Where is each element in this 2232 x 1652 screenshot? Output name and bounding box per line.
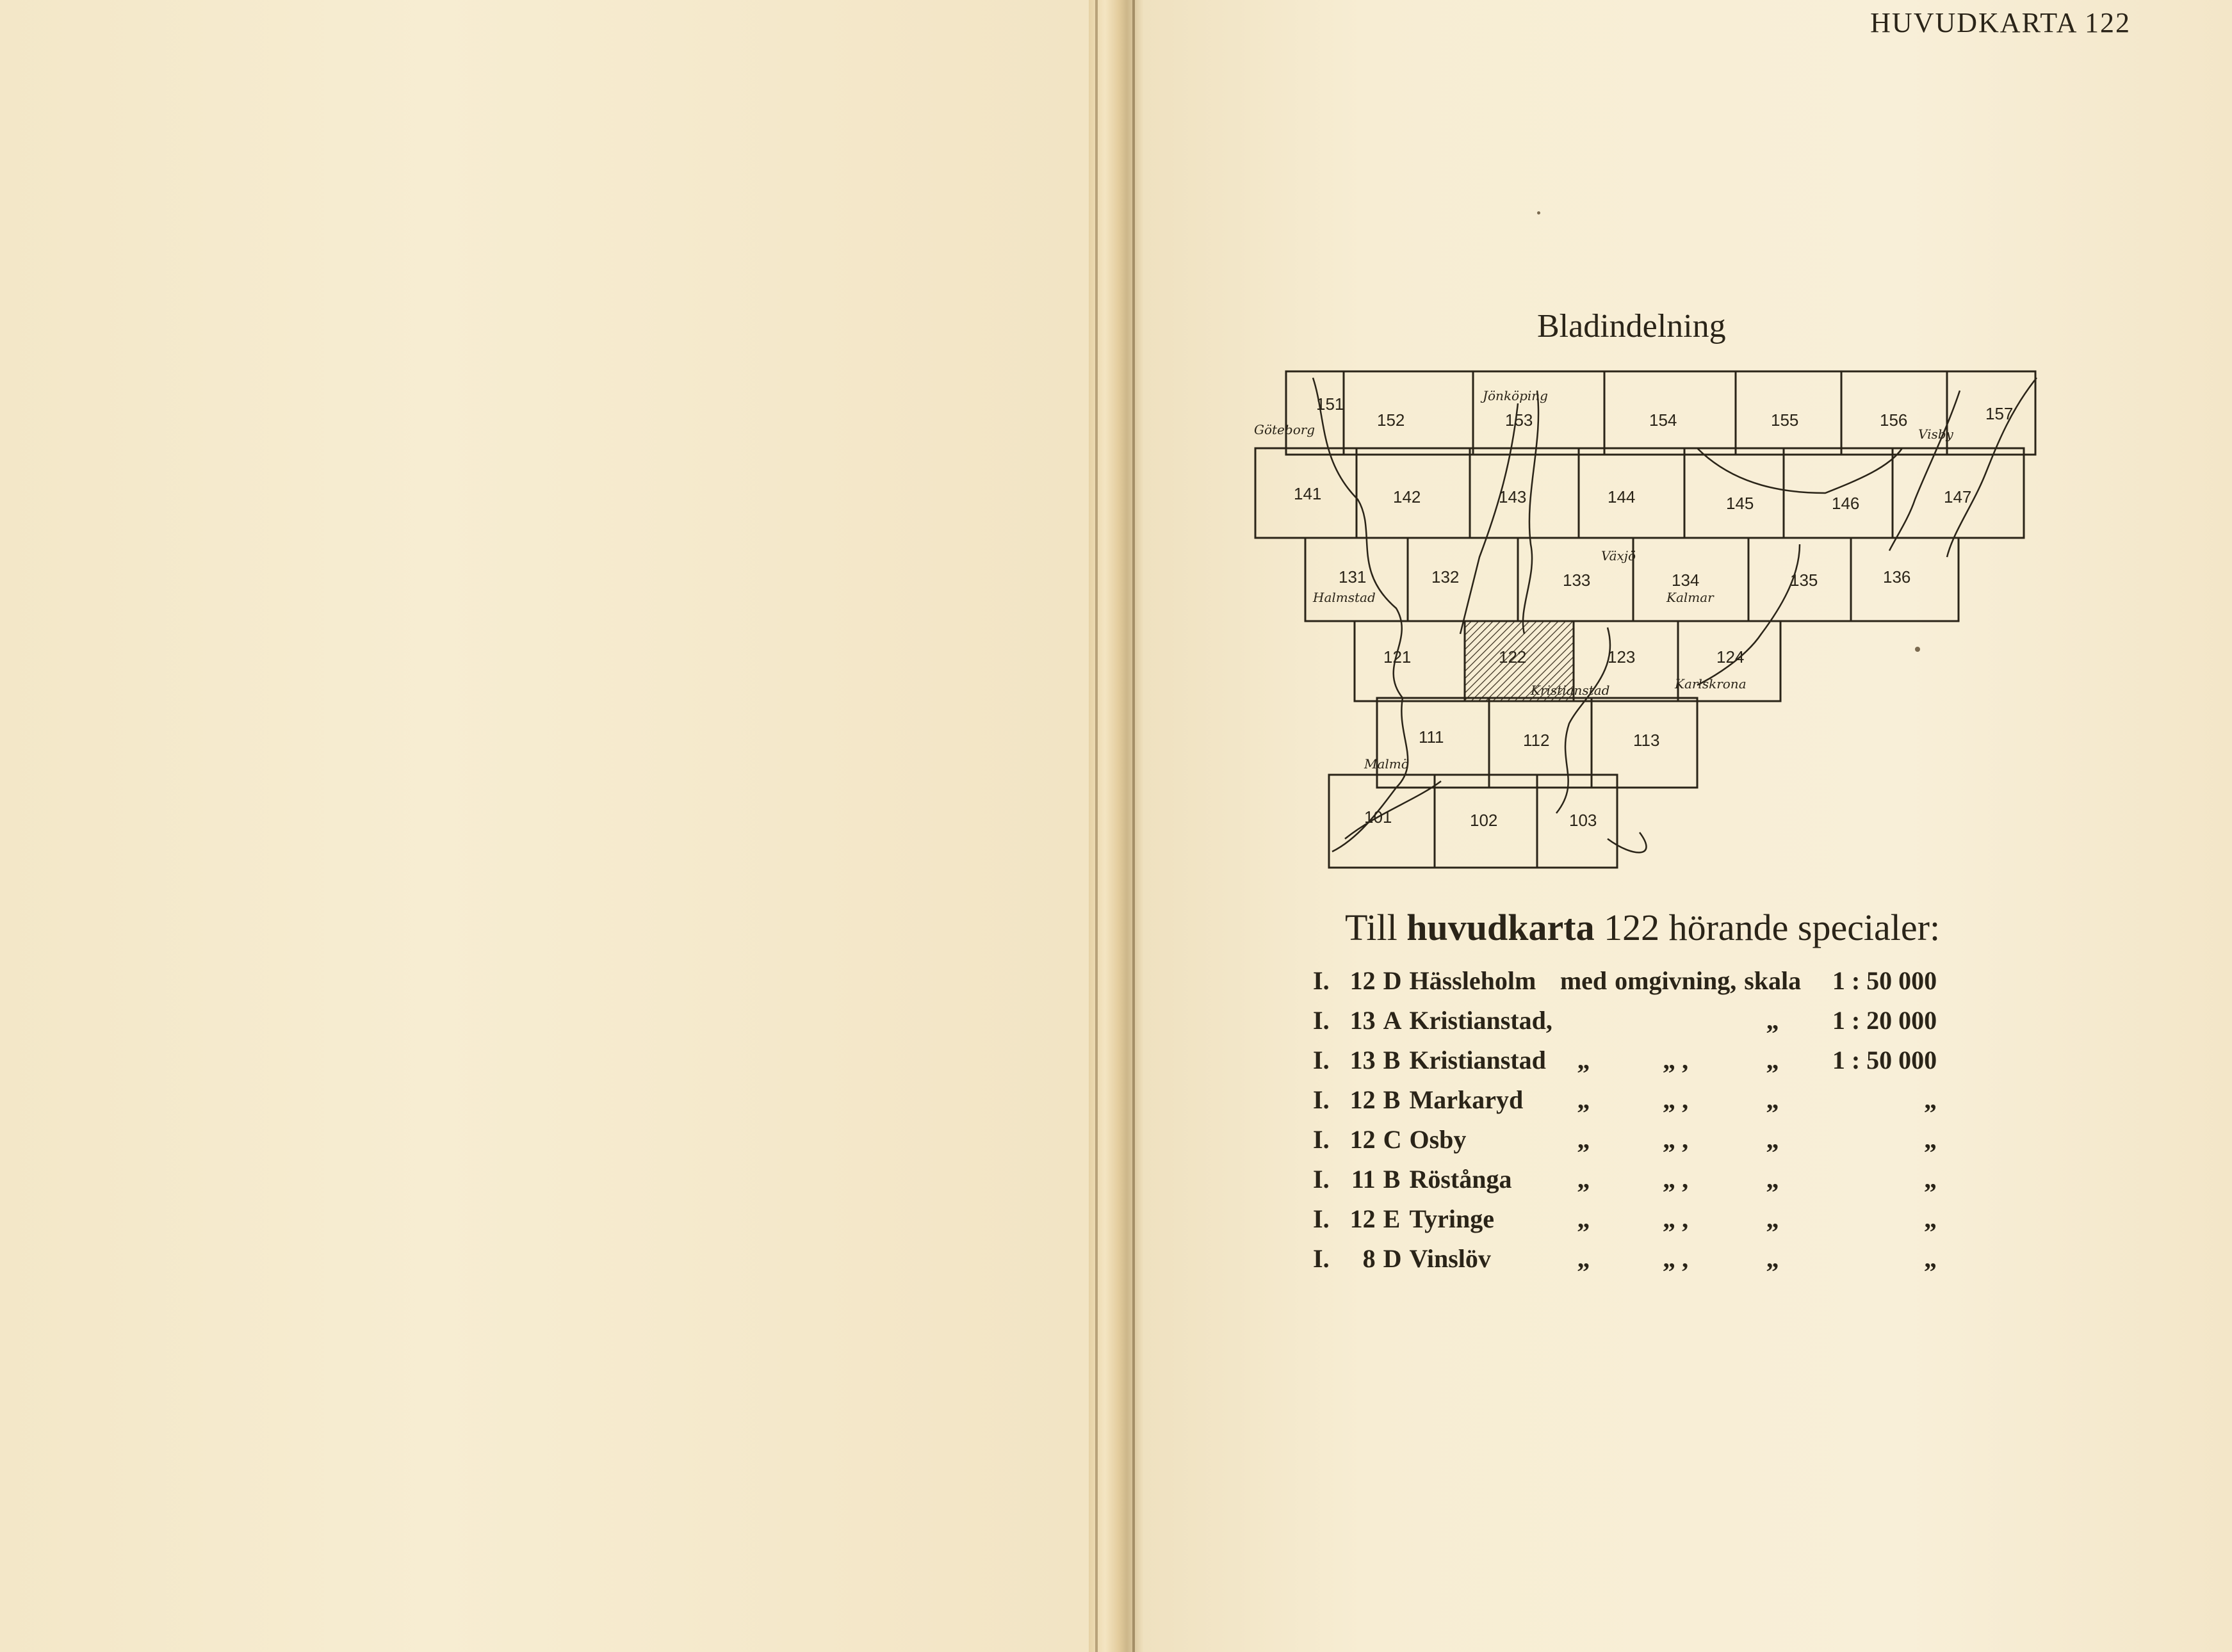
specials-cell-c3: „: [1766, 1005, 1779, 1035]
specials-cell-c2: „ ,: [1663, 1085, 1689, 1114]
place-label-vaxjo: Växjö: [1601, 548, 1636, 563]
specials-row: [1313, 1080, 1944, 1119]
specials-cell-scale: „: [1924, 1164, 1937, 1194]
place-label-jonkoping: Jönköping: [1483, 388, 1548, 403]
sheet-label-152: 152: [1377, 410, 1405, 430]
specials-cell-c2: „ ,: [1663, 1124, 1689, 1154]
specials-cell-c1: [1560, 1000, 1615, 1040]
sheet-label-153: 153: [1505, 410, 1533, 430]
specials-cell-c1: „: [1577, 1164, 1590, 1194]
sheet-label-112: 112: [1523, 731, 1550, 750]
specials-cell-letter: E: [1383, 1204, 1401, 1233]
specials-cell-c2: „ ,: [1663, 1164, 1689, 1194]
sheet-label-155: 155: [1771, 410, 1799, 430]
specials-cell-series: I.: [1313, 1045, 1330, 1074]
specials-cell-c1: „: [1577, 1124, 1590, 1154]
specials-cell-name: Kristianstad,: [1409, 1005, 1552, 1035]
specials-cell-c1: med: [1560, 966, 1608, 995]
place-label-kristianstad: Kristianstad: [1531, 683, 1610, 698]
specials-cell-num: 12: [1349, 1124, 1376, 1154]
place-label-malmo: Malmö: [1364, 756, 1409, 772]
sheet-label-113: 113: [1633, 731, 1660, 750]
place-label-kalmar: Kalmar: [1666, 590, 1714, 605]
specials-table: [1313, 960, 1944, 1278]
sheet-label-147: 147: [1944, 487, 1972, 506]
specials-cell-scale: „: [1924, 1204, 1937, 1233]
sheet-label-123: 123: [1608, 647, 1636, 667]
specials-row: [1313, 1119, 1944, 1159]
sheet-label-101: 101: [1364, 807, 1392, 827]
spine-crease-left: [1095, 0, 1098, 1652]
specials-row: [1313, 960, 1944, 1000]
running-header: HUVUDKARTA 122: [1870, 7, 2131, 38]
specials-cell-num: 11: [1351, 1164, 1376, 1194]
specials-cell-c3: „: [1766, 1085, 1779, 1114]
specials-cell-c2: omgivning,: [1615, 966, 1737, 995]
sheet-label-111: 111: [1419, 727, 1444, 747]
specials-cell-letter: B: [1383, 1045, 1401, 1074]
sheet-label-132: 132: [1431, 567, 1460, 587]
specials-cell-scale: „: [1924, 1124, 1937, 1154]
specials-cell-scale: 1 : 50 000: [1832, 1045, 1937, 1074]
specials-cell-c3: „: [1766, 1124, 1779, 1154]
specials-cell-letter: B: [1383, 1164, 1401, 1194]
sheet-label-124: 124: [1716, 647, 1745, 667]
sheet-label-134: 134: [1672, 571, 1700, 590]
sheet-label-145: 145: [1726, 494, 1754, 513]
specials-cell-num: 12: [1349, 1204, 1376, 1233]
map-title: Bladindelning: [1537, 308, 1726, 344]
specials-cell-c3: skala: [1744, 966, 1802, 995]
specials-cell-c1: „: [1577, 1204, 1590, 1233]
specials-cell-name: Markaryd: [1409, 1085, 1524, 1114]
specials-cell-c3: „: [1766, 1243, 1779, 1273]
sheet-label-154: 154: [1649, 410, 1677, 430]
sheet-label-142: 142: [1393, 487, 1421, 506]
specials-cell-name: Tyringe: [1409, 1204, 1495, 1233]
specials-cell-c2: „ ,: [1663, 1243, 1689, 1273]
specials-cell-scale: 1 : 50 000: [1832, 966, 1937, 995]
specials-cell-name: Osby: [1409, 1124, 1467, 1154]
place-label-halmstad: Halmstad: [1313, 590, 1376, 605]
specials-cell-c3: „: [1766, 1045, 1779, 1074]
specials-cell-series: I.: [1313, 1243, 1330, 1273]
sheet-label-156: 156: [1880, 410, 1908, 430]
sheet-label-122: 122: [1499, 647, 1527, 667]
specials-cell-scale: „: [1924, 1243, 1937, 1273]
book-spine: [1089, 0, 1143, 1652]
sheet-label-103: 103: [1569, 811, 1597, 830]
specials-cell-scale: „: [1924, 1085, 1937, 1114]
paper-speck: [1537, 211, 1540, 215]
specials-cell-letter: A: [1383, 1005, 1402, 1035]
row-140-frame: [1255, 448, 2024, 538]
specials-cell-series: I.: [1313, 1005, 1330, 1035]
specials-cell-c1: „: [1577, 1085, 1590, 1114]
sheet-label-146: 146: [1832, 494, 1860, 513]
specials-row: [1313, 1159, 1944, 1199]
specials-row: [1313, 1199, 1944, 1238]
sheet-label-121: 121: [1383, 647, 1412, 667]
sheet-label-144: 144: [1608, 487, 1636, 506]
specials-cell-series: I.: [1313, 1164, 1330, 1194]
specials-cell-num: 13: [1349, 1045, 1376, 1074]
paper-speck: [1915, 647, 1920, 652]
specials-cell-series: I.: [1313, 1085, 1330, 1114]
specials-cell-name: Kristianstad: [1409, 1045, 1546, 1074]
sheet-label-133: 133: [1563, 571, 1591, 590]
specials-cell-letter: D: [1383, 1243, 1402, 1273]
specials-cell-letter: D: [1383, 966, 1402, 995]
specials-heading-pre: Till: [1345, 907, 1397, 948]
specials-cell-letter: C: [1383, 1124, 1402, 1154]
specials-cell-name: Vinslöv: [1409, 1243, 1491, 1273]
sheet-label-135: 135: [1790, 571, 1818, 590]
specials-heading-bold: huvudkarta: [1406, 907, 1595, 948]
specials-cell-c3: „: [1766, 1164, 1779, 1194]
specials-cell-num: 8: [1362, 1243, 1376, 1273]
specials-cell-c3: „: [1766, 1204, 1779, 1233]
specials-cell-series: I.: [1313, 1204, 1330, 1233]
specials-cell-num: 12: [1349, 1085, 1376, 1114]
sheet-label-157: 157: [1985, 404, 2014, 423]
sheet-index-map: [1249, 365, 2062, 877]
specials-cell-name: Röstånga: [1409, 1164, 1512, 1194]
left-page: [0, 0, 1089, 1652]
specials-cell-letter: B: [1383, 1085, 1401, 1114]
place-label-visby: Visby: [1918, 426, 1953, 442]
specials-row: [1313, 1238, 1944, 1278]
sheet-label-102: 102: [1470, 811, 1498, 830]
place-label-karlskrona: Karlskrona: [1675, 676, 1747, 692]
sheet-label-143: 143: [1499, 487, 1527, 506]
specials-cell-c2: [1615, 1000, 1744, 1040]
specials-row: [1313, 1000, 1944, 1040]
sheet-label-136: 136: [1883, 567, 1911, 587]
specials-cell-name: Hässleholm: [1409, 966, 1536, 995]
specials-cell-c2: „ ,: [1663, 1204, 1689, 1233]
sheet-label-131: 131: [1339, 567, 1367, 587]
specials-cell-c1: „: [1577, 1045, 1590, 1074]
specials-row: [1313, 1040, 1944, 1080]
specials-cell-series: I.: [1313, 1124, 1330, 1154]
specials-cell-series: I.: [1313, 966, 1330, 995]
specials-cell-num: 13: [1349, 1005, 1376, 1035]
sheet-label-151: 151: [1316, 394, 1344, 414]
sheet-label-141: 141: [1294, 484, 1322, 503]
place-label-goteborg: Göteborg: [1254, 422, 1316, 437]
specials-heading-post: 122 hörande specialer:: [1604, 907, 1941, 948]
specials-cell-c1: „: [1577, 1243, 1590, 1273]
specials-cell-c2: „ ,: [1663, 1045, 1689, 1074]
spine-crease-right: [1132, 0, 1135, 1652]
specials-heading: [1345, 906, 1940, 949]
specials-cell-num: 12: [1349, 966, 1376, 995]
specials-cell-scale: 1 : 20 000: [1832, 1005, 1937, 1035]
